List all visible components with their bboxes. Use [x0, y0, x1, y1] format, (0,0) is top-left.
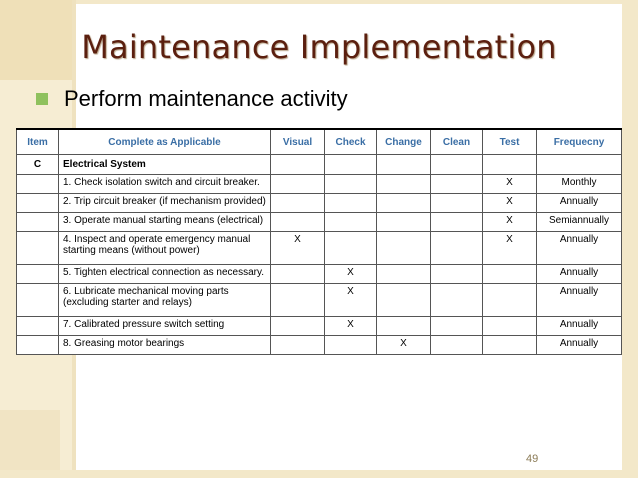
row-test [483, 336, 537, 355]
table-cell [325, 155, 377, 175]
table-cell [17, 265, 59, 284]
table-row [17, 336, 622, 355]
row-change [377, 213, 431, 232]
header-complete-as-applicable: Complete as Applicable [59, 129, 271, 155]
bottom-left-decor-block [0, 410, 60, 478]
row-check [325, 175, 377, 194]
row-visual [271, 175, 325, 194]
table-cell [17, 317, 59, 336]
row-visual [271, 317, 325, 336]
row-check [325, 232, 377, 265]
row-check [325, 213, 377, 232]
row-description: 4. Inspect and operate emergency manual starting means (without power) [59, 232, 271, 265]
row-change: X [377, 336, 431, 355]
row-clean [431, 336, 483, 355]
row-change [377, 194, 431, 213]
row-frequency: Monthly [537, 175, 622, 194]
row-check [325, 194, 377, 213]
row-clean [431, 213, 483, 232]
header-clean: Clean [431, 129, 483, 155]
header-check: Check [325, 129, 377, 155]
table-header-row [17, 129, 622, 155]
row-check: X [325, 265, 377, 284]
row-clean [431, 317, 483, 336]
row-test [483, 265, 537, 284]
right-decor-strip [622, 0, 638, 478]
table-row [17, 265, 622, 284]
row-clean [431, 265, 483, 284]
row-test [483, 317, 537, 336]
row-visual [271, 284, 325, 317]
bottom-decor-strip [0, 470, 638, 478]
row-test: X [483, 213, 537, 232]
table-row [17, 175, 622, 194]
header-change: Change [377, 129, 431, 155]
table-cell [17, 213, 59, 232]
row-frequency: Annually [537, 232, 622, 265]
table-cell [431, 155, 483, 175]
row-frequency: Annually [537, 284, 622, 317]
row-visual [271, 336, 325, 355]
table-cell [17, 194, 59, 213]
row-description: 6. Lubricate mechanical moving parts (excluding starter and relays) [59, 284, 271, 317]
row-description: 8. Greasing motor bearings [59, 336, 271, 355]
row-clean [431, 194, 483, 213]
row-frequency: Annually [537, 317, 622, 336]
bullet-square-icon [36, 93, 48, 105]
header-visual: Visual [271, 129, 325, 155]
row-frequency: Semiannually [537, 213, 622, 232]
row-visual [271, 213, 325, 232]
row-frequency: Annually [537, 265, 622, 284]
section-label: Electrical System [59, 155, 271, 175]
row-frequency: Annually [537, 194, 622, 213]
row-clean [431, 232, 483, 265]
row-check [325, 336, 377, 355]
row-frequency: Annually [537, 336, 622, 355]
row-visual [271, 265, 325, 284]
row-check: X [325, 317, 377, 336]
row-change [377, 232, 431, 265]
table-row [17, 213, 622, 232]
row-change [377, 317, 431, 336]
table-row [17, 194, 622, 213]
bullet-point [36, 86, 348, 112]
row-visual [271, 194, 325, 213]
row-description: 7. Calibrated pressure switch setting [59, 317, 271, 336]
row-test [483, 284, 537, 317]
table-row [17, 232, 622, 265]
row-description: 3. Operate manual starting means (electrical) [59, 213, 271, 232]
row-change [377, 284, 431, 317]
row-change [377, 175, 431, 194]
page-number: 49 [526, 453, 539, 465]
slide-title: Maintenance Implementation [81, 28, 557, 66]
table-cell [271, 155, 325, 175]
table-cell [17, 284, 59, 317]
top-decor-strip [0, 0, 638, 4]
row-test: X [483, 194, 537, 213]
table-cell [483, 155, 537, 175]
table-row [17, 317, 622, 336]
header-frequency: Frequecny [537, 129, 622, 155]
row-description: 2. Trip circuit breaker (if mechanism provided) [59, 194, 271, 213]
row-visual: X [271, 232, 325, 265]
row-change [377, 265, 431, 284]
row-clean [431, 284, 483, 317]
header-test: Test [483, 129, 537, 155]
header-item: Item [17, 129, 59, 155]
table-cell [537, 155, 622, 175]
section-item-code: C [17, 155, 59, 175]
table-cell [17, 336, 59, 355]
row-test: X [483, 175, 537, 194]
maintenance-table [16, 128, 622, 355]
row-clean [431, 175, 483, 194]
table-row [17, 284, 622, 317]
section-row [17, 155, 622, 175]
table-cell [377, 155, 431, 175]
bullet-text: Perform maintenance activity [64, 86, 348, 111]
row-check: X [325, 284, 377, 317]
row-test: X [483, 232, 537, 265]
row-description: 1. Check isolation switch and circuit breaker. [59, 175, 271, 194]
row-description: 5. Tighten electrical connection as necessary. [59, 265, 271, 284]
table-cell [17, 175, 59, 194]
table-cell [17, 232, 59, 265]
